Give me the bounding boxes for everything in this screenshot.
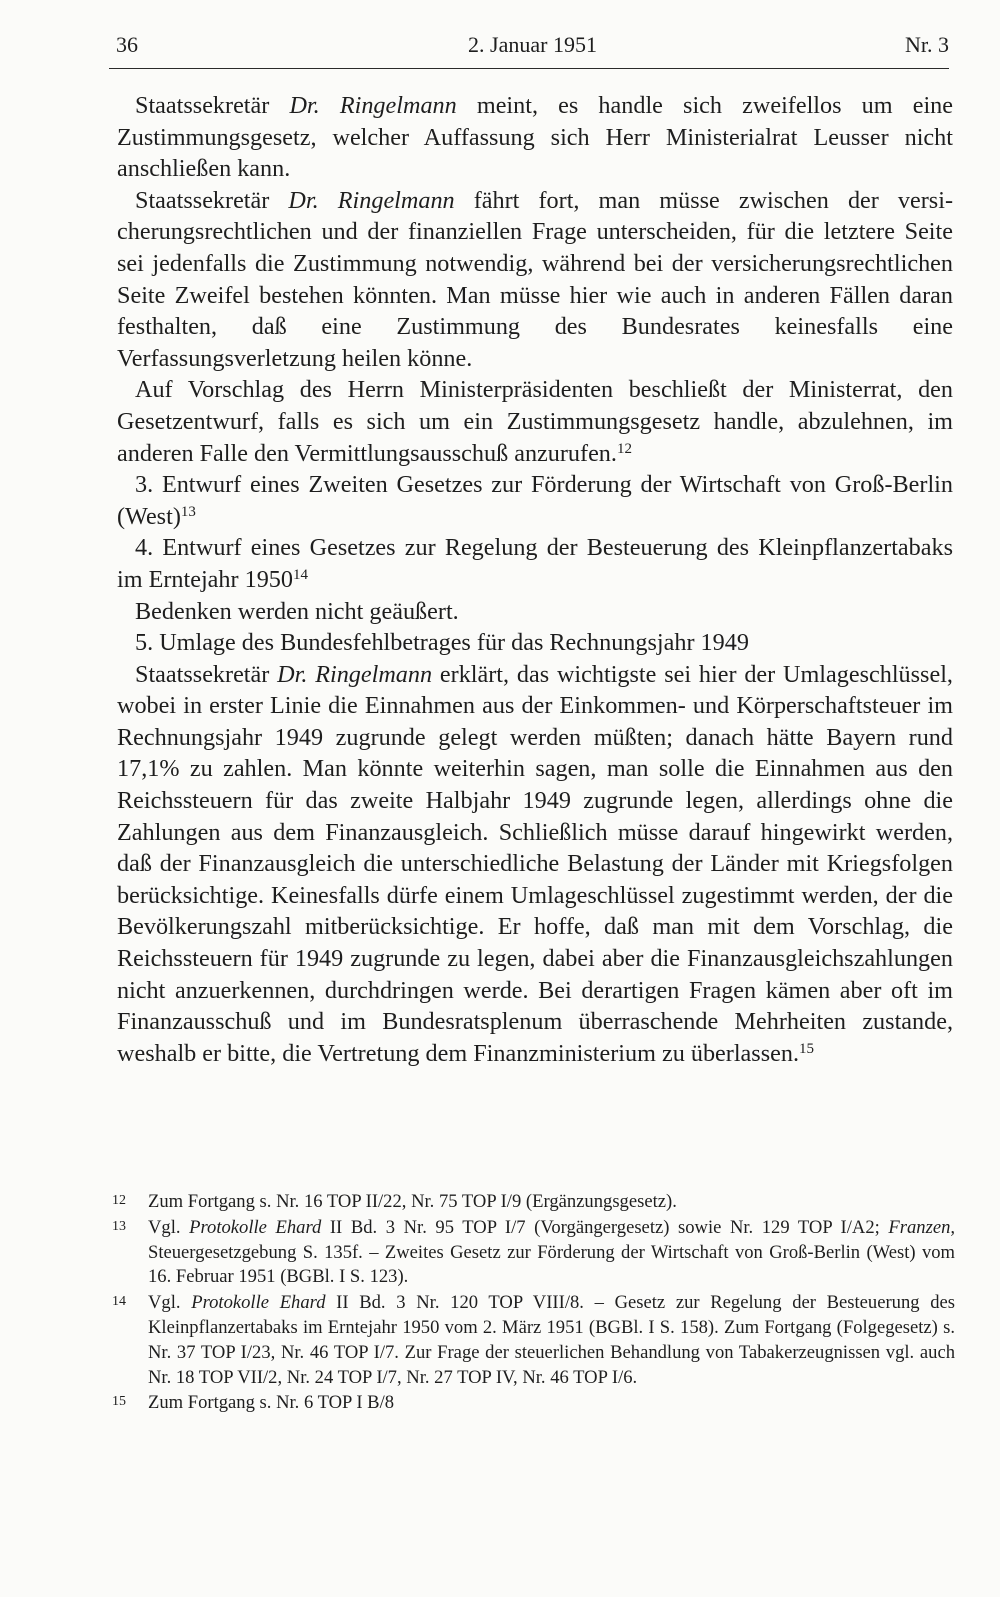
footnote-ref[interactable]: 12 [616, 440, 632, 457]
footnote-text: II Bd. 3 Nr. 120 TOP VIII/8. – Gesetz zur Regelung der Besteuerung des Kleinpflanzertabaks im Erntejahr 1950 vom 2. März 1951 (BGBl. I S. 158). Zum Fortgang (Folgegesetz) s. Nr. 37 TOP I/23, Nr. 46 TOP I/7. Zur Frage der steuerlichen Behandlung von Tabakerzeugnissen vgl. auch Nr. 18 TOP VII/2, Nr. 24 TOP I/7, Nr. 27 TOP IV, Nr. 46 TOP I/6. [148, 1292, 956, 1388]
speaker-name: Dr. Ringelmann [277, 660, 433, 688]
footnotes [112, 1190, 955, 1417]
footnote-number: 14 [112, 1294, 126, 1310]
paragraph [117, 659, 953, 1070]
footnote-ref[interactable]: 15 [799, 1040, 814, 1057]
agenda-item-text: 3. Entwurf eines Zweiten Gesetzes zur Förderung der Wirtschaft von Groß-Berlin (West) [117, 471, 953, 530]
footnote-number: 15 [112, 1394, 126, 1410]
paragraph [117, 90, 953, 185]
footnote [112, 1291, 955, 1390]
footnote [112, 1216, 955, 1290]
agenda-item [117, 532, 953, 595]
agenda-item-text: 5. Umlage des Bundesfehlbetrages für das Rechnungsjahr 1949 [135, 629, 749, 657]
paragraph [117, 596, 953, 628]
footnote-text: Zum Fortgang s. Nr. 6 TOP I B/8 [148, 1392, 395, 1414]
footnote-text: Steuergesetzgebung S. 135f. – Zweites Gesetz zur Förderung der Wirtschaft von Groß-Berlin (West) vom 16. Februar 1951 (BGBl. I S. 123). [148, 1241, 955, 1288]
speaker-name: Dr. Ringelmann [289, 92, 457, 119]
paragraph [117, 185, 953, 375]
footnote-text: II Bd. 3 Nr. 95 TOP I/7 (Vorgängergesetz) sowie Nr. 129 TOP I/A2; [321, 1216, 889, 1238]
footnote-citation: Protokolle Ehard [191, 1292, 326, 1314]
footnote-text: Zum Fortgang s. Nr. 16 TOP II/22, Nr. 75 TOP I/9 (Ergänzungsgesetz). [148, 1191, 677, 1212]
main-text [117, 90, 953, 1069]
agenda-item [117, 469, 953, 532]
footnote-citation: Protokolle Ehard [189, 1216, 322, 1238]
footnote [112, 1391, 955, 1416]
speaker-name: Dr. Ringelmann [288, 186, 455, 214]
agenda-item-text: 4. Entwurf eines Gesetzes zur Regelung der Besteuerung des Kleinpflanzertabaks im Erntejahr 1950 [117, 534, 953, 593]
footnote-number: 13 [112, 1218, 126, 1234]
page-number: 36 [116, 32, 138, 57]
running-header [116, 28, 949, 62]
speaker-role: Staatssekretär [135, 660, 278, 688]
speaker-role: Staatssekretär [135, 186, 289, 214]
footnote-text: Vgl. [148, 1292, 192, 1314]
footnote-text: Vgl. [148, 1216, 190, 1238]
paragraph-text: Auf Vorschlag des Herrn Ministerpräsidenten beschließt der Ministerrat, den Gesetzentwurf, falls es sich um ein Zustimmungsgesetz handle, abzulehnen, im anderen Falle den Vermittlungsausschuß anzurufen. [117, 376, 953, 467]
footnote-author: Franzen, [888, 1216, 956, 1238]
footnote [112, 1190, 955, 1215]
footnote-number: 12 [112, 1193, 126, 1208]
header-issue-number: Nr. 3 [905, 32, 949, 57]
paragraph-text: meint, es handle sich zweifellos um eine Zustimmungsgesetz, welcher Auffassung sich Herr Ministerialrat Leusser nicht anschließen kann. [117, 92, 953, 183]
speaker-role: Staatssekretär [135, 92, 290, 119]
footnote-ref[interactable]: 13 [180, 503, 196, 520]
agenda-item [117, 627, 953, 659]
paragraph [117, 374, 953, 469]
header-date: 2. Januar 1951 [468, 32, 597, 57]
paragraph-text: fährt fort, man müsse zwischen der versicherungsrechtlichen und der finanziellen Frage unterscheiden, für die letztere Seite sei jedenfalls die Zustimmung notwendig, während bei der versicherungsrechtlichen Seite Zweifel bestehen könnten. Man müsse hier wie auch in anderen Fällen daran festhalten, daß eine Zustimmung des Bundesrates keinesfalls eine Verfassungsverletzung heilen könne. [117, 186, 953, 372]
header-rule [109, 68, 949, 69]
footnote-ref[interactable]: 14 [293, 566, 308, 583]
paragraph-text: Bedenken werden nicht geäußert. [135, 597, 459, 625]
paragraph-text: erklärt, das wichtigste sei hier der Umlageschlüssel, wobei in erster Linie die Einnahmen aus der Einkommen- und Körperschaftsteuer im Rechnungsjahr 1949 zugrunde gelegt werden müßten; danach hätte Bayern rund 17,1% zu zahlen. Man könnte weiterhin sagen, man solle die Einnahmen aus den Reichssteuern für das zweite Halbjahr 1949 zugrunde legen, allerdings ohne die Zahlungen aus dem Finanzausgleich. Schließlich müsse darauf hingewirkt werden, daß der Finanzausgleich die unterschiedliche Belastung der Länder mit Kriegsfolgen berücksichtige. Keinesfalls dürfe einem Umlageschlüssel zugestimmt werden, der die Bevölkerungszahl mitberücksichtige. Er hoffe, daß man mit dem Vorschlag, die Reichssteuern für 1949 zugrunde zu legen, dabei aber die Finanzausgleichszahlungen nicht anzuerkennen, durchdringen werde. Bei derartigen Fragen kämen aber oft im Finanzausschuß und im Bundesratsplenum überraschende Mehrheiten zustande, weshalb er bitte, die Vertretung dem Finanzministerium zu überlassen. [117, 660, 953, 1067]
